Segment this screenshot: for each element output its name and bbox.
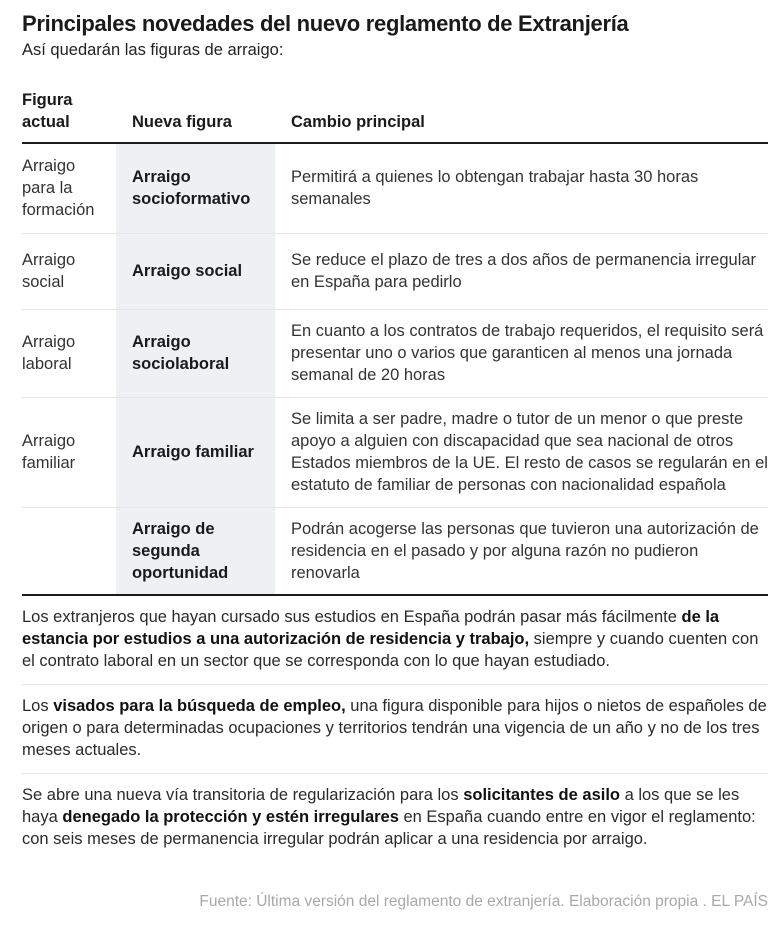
cell-cambio: Se reduce el plazo de tres a dos años de permanencia irregular en España para pedirlo [291,251,757,291]
cell-actual: Arraigo social [22,251,76,291]
note-highlight: visados para la búsqueda de empleo, [53,697,346,715]
cell-actual: Arraigo laboral [22,333,76,373]
arraigo-table [22,89,768,596]
note-text: a los que se les haya [22,786,740,826]
note-visados [22,695,768,774]
notes-section [22,606,768,862]
cell-actual: Arraigo familiar [22,432,76,472]
source-credit: Fuente: Última versión del reglamento de extranjería. Elaboración propia . EL PAÍS [199,893,768,910]
page-subtitle: Así quedarán las figuras de arraigo: [22,41,284,59]
note-highlight: solicitantes de asilo [463,786,620,804]
cell-nueva: Arraigo socioformativo [116,143,275,233]
cell-nueva: Arraigo de segunda oportunidad [116,507,275,595]
note-highlight: de la estancia por estudios a una autorización de residencia y trabajo, [22,608,720,648]
note-highlight: denegado la protección y estén irregulares [62,808,399,826]
table-header-row [22,89,768,143]
note-text: Los [22,697,54,715]
note-text: Los extranjeros que hayan cursado sus estudios en España podrán pasar más fácilmente [22,608,682,626]
cell-nueva: Arraigo familiar [116,397,275,507]
cell-cambio: Permitirá a quienes lo obtengan trabajar hasta 30 horas semanales [291,168,699,209]
note-text: en España cuando entre en vigor el reglamento: con seis meses de permanencia irregular podrán aplicar a una residencia por arraigo. [22,808,756,848]
cell-nueva: Arraigo social [116,233,275,309]
table-row [22,309,768,397]
table-row [22,143,768,233]
cell-nueva: Arraigo sociolaboral [116,309,275,397]
table-row [22,507,768,595]
cell-actual [22,507,116,595]
column-header-cambio: Cambio principal [275,89,768,143]
table-row [22,233,768,309]
infographic [22,10,768,872]
cell-actual: Arraigo para la formación [22,157,95,220]
note-text: siempre y cuando cuenten con el contrato laboral en un sector que se corresponda con lo que hayan estudiado. [22,630,759,670]
note-estudios [22,606,768,685]
column-header-nueva: Nueva figura [116,89,275,143]
column-header-actual: Figura actual [22,89,116,143]
note-asilo [22,784,768,862]
page-title: Principales novedades del nuevo reglamento de Extranjería [22,11,629,36]
table-row [22,397,768,507]
note-text: una figura disponible para hijos o nietos de españoles de origen o para determinadas ocupaciones y territorios tendrán una vigencia de un año y no de los tres meses actuales. [22,697,767,759]
cell-cambio: Se limita a ser padre, madre o tutor de un menor o que preste apoyo a alguien con discapacidad que sea nacional de otros Estados miembros de la UE. El resto de casos se regularán en el estatuto de familiar de personas con nacionalidad española [291,410,768,494]
note-text: Se abre una nueva vía transitoria de regularización para los [22,786,464,804]
cell-cambio: Podrán acogerse las personas que tuvieron una autorización de residencia en el pasado y por alguna razón no pudieron renovarla [291,519,759,582]
cell-cambio: En cuanto a los contratos de trabajo requeridos, el requisito será presentar uno o varios que garanticen al menos una jornada semanal de 20 horas [291,322,764,384]
